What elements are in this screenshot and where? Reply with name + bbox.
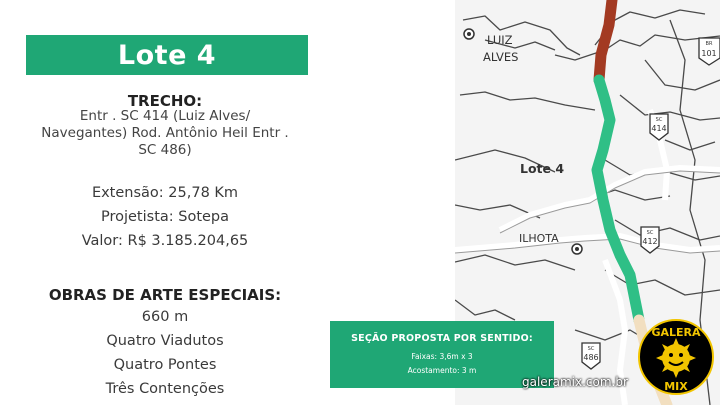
obras-item: Quatro Viadutos	[106, 333, 224, 349]
trecho-heading: TRECHO:	[127, 92, 203, 110]
city-marker-ilhota	[572, 244, 582, 254]
svg-text:SC: SC	[587, 346, 595, 352]
watermark-text: galeramix.com.br	[522, 375, 628, 389]
trecho-line-3: SC 486)	[138, 142, 192, 158]
trecho-line-1: Entr . SC 414 (Luiz Alves/	[79, 108, 251, 124]
valor: Valor: R$ 3.185.204,65	[81, 233, 249, 249]
lote-title-banner	[26, 35, 308, 75]
secao-proposta-box	[330, 321, 554, 388]
lote-title: Lote 4	[117, 39, 217, 71]
obras-item: Quatro Pontes	[113, 357, 217, 373]
obras-item: Três Contenções	[105, 381, 225, 397]
city-ilhota-label: ILHOTA	[519, 232, 559, 245]
secao-acostamento: Acostamento: 3 m	[407, 366, 477, 375]
secao-faixas: Faixas: 3,6m x 3	[411, 352, 473, 361]
svg-text:414: 414	[651, 124, 667, 133]
svg-text:412: 412	[642, 237, 658, 246]
map-lote-label: Lote 4	[520, 161, 565, 176]
svg-text:SC: SC	[655, 117, 663, 123]
secao-heading: SEÇÃO PROPOSTA POR SENTIDO:	[351, 333, 533, 344]
projetista: Projetista: Sotepa	[100, 209, 230, 225]
city-luiz-label-2: ALVES	[483, 50, 519, 64]
obras-item: 660 m	[141, 309, 189, 325]
svg-text:MIX: MIX	[664, 380, 688, 393]
svg-text:GALERA: GALERA	[651, 326, 701, 339]
svg-text:SC: SC	[646, 230, 654, 236]
svg-text:486: 486	[583, 353, 599, 362]
city-luiz-label-1: LUIZ	[487, 33, 513, 47]
galera-mix-logo	[637, 318, 715, 396]
city-marker-luiz-alves	[464, 29, 474, 39]
svg-text:101: 101	[701, 49, 717, 58]
info-panel	[0, 0, 330, 405]
extensao: Extensão: 25,78 Km	[91, 185, 239, 201]
trecho-line-2: Navegantes) Rod. Antônio Heil Entr .	[41, 125, 289, 141]
svg-text:BR: BR	[705, 41, 713, 47]
obras-heading: OBRAS DE ARTE ESPECIAIS:	[48, 286, 282, 304]
